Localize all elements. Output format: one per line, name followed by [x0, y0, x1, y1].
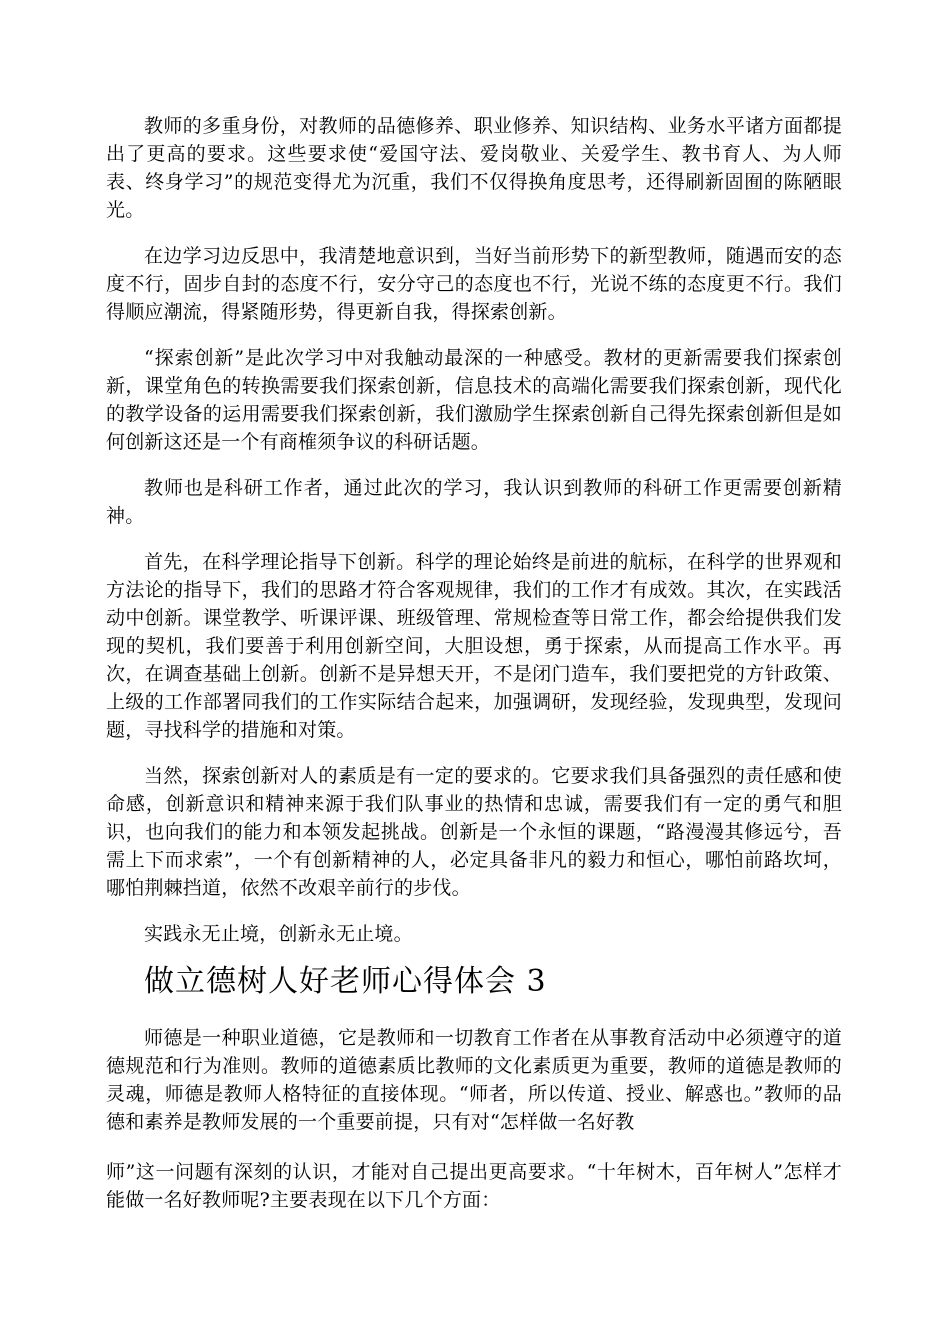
body-paragraph: 首先，在科学理论指导下创新。科学的理论始终是前进的航标，在科学的世界观和方法论的指导下，我们的思路才符合客观规律，我们的工作才有成效。其次，在实践活动中创新。课堂教学、听课评课、班级管理、常规检查等日常工作，都会给提供我们发现的契机，我们要善于利用创新空间，大胆设想，勇于探索，从而提高工作水平。再次，在调查基础上创新。创新不是异想天开，不是闭门造车，我们要把党的方针政策、上级的工作部署同我们的工作实际结合起来，加强调研，发现经验，发现典型，发现问题，寻找科学的措施和对策。	[106, 551, 842, 741]
body-paragraph: 当然，探索创新对人的素质是有一定的要求的。它要求我们具备强烈的责任感和使命感，创新意识和精神来源于我们队事业的热情和忠诚，需要我们有一定的勇气和胆识，也向我们的能力和本领发起挑战。创新是一个永恒的课题，“路漫漫其修远兮，吾需上下而求索”，一个有创新精神的人，必定具备非凡的毅力和恒心，哪怕前路坎坷，哪怕荆棘挡道，依然不改艰辛前行的步伐。	[106, 765, 842, 899]
body-paragraph: 教师的多重身份，对教师的品德修养、职业修养、知识结构、业务水平诸方面都提出了更高的要求。这些要求使“爱国守法、爱岗敬业、关爱学生、教书育人、为人师表、终身学习”的规范变得尤为沉重，我们不仅得换角度思考，还得刷新固囿的陈陋眼光。	[106, 115, 842, 221]
body-paragraph: “探索创新”是此次学习中对我触动最深的一种感受。教材的更新需要我们探索创新，课堂角色的转换需要我们探索创新，信息技术的高端化需要我们探索创新，现代化的教学设备的运用需要我们探索创新，我们激励学生探索创新自己得先探索创新但是如何创新这还是一个有商榷须争议的科研话题。	[106, 347, 842, 453]
section-heading: 做立德树人好老师心得体会 3	[144, 964, 547, 999]
body-paragraph: 师德是一种职业道德，它是教师和一切教育工作者在从事教育活动中必须遵守的道德规范和行为准则。教师的道德素质比教师的文化素质更为重要，教师的道德是教师的灵魂，师德是教师人格特征的直接体现。“师者，所以传道、授业、解惑也。”教师的品德和素养是教师发展的一个重要前提，只有对“怎样做一名好教	[106, 1027, 842, 1133]
body-paragraph: 在边学习边反思中，我清楚地意识到，当好当前形势下的新型教师，随遇而安的态度不行，固步自封的态度不行，安分守己的态度也不行，光说不练的态度更不行。我们得顺应潮流，得紧随形势，得更新自我，得探索创新。	[106, 245, 842, 323]
body-paragraph-continued: 师”这一问题有深刻的认识，才能对自己提出更高要求。“十年树木，百年树人”怎样才能做一名好教师呢?主要表现在以下几个方面：	[106, 1161, 842, 1211]
document-page	[106, 112, 842, 1214]
body-paragraph: 教师也是科研工作者，通过此次的学习，我认识到教师的科研工作更需要创新精神。	[106, 477, 842, 527]
body-paragraph: 实践永无止境，创新永无止境。	[144, 923, 413, 945]
